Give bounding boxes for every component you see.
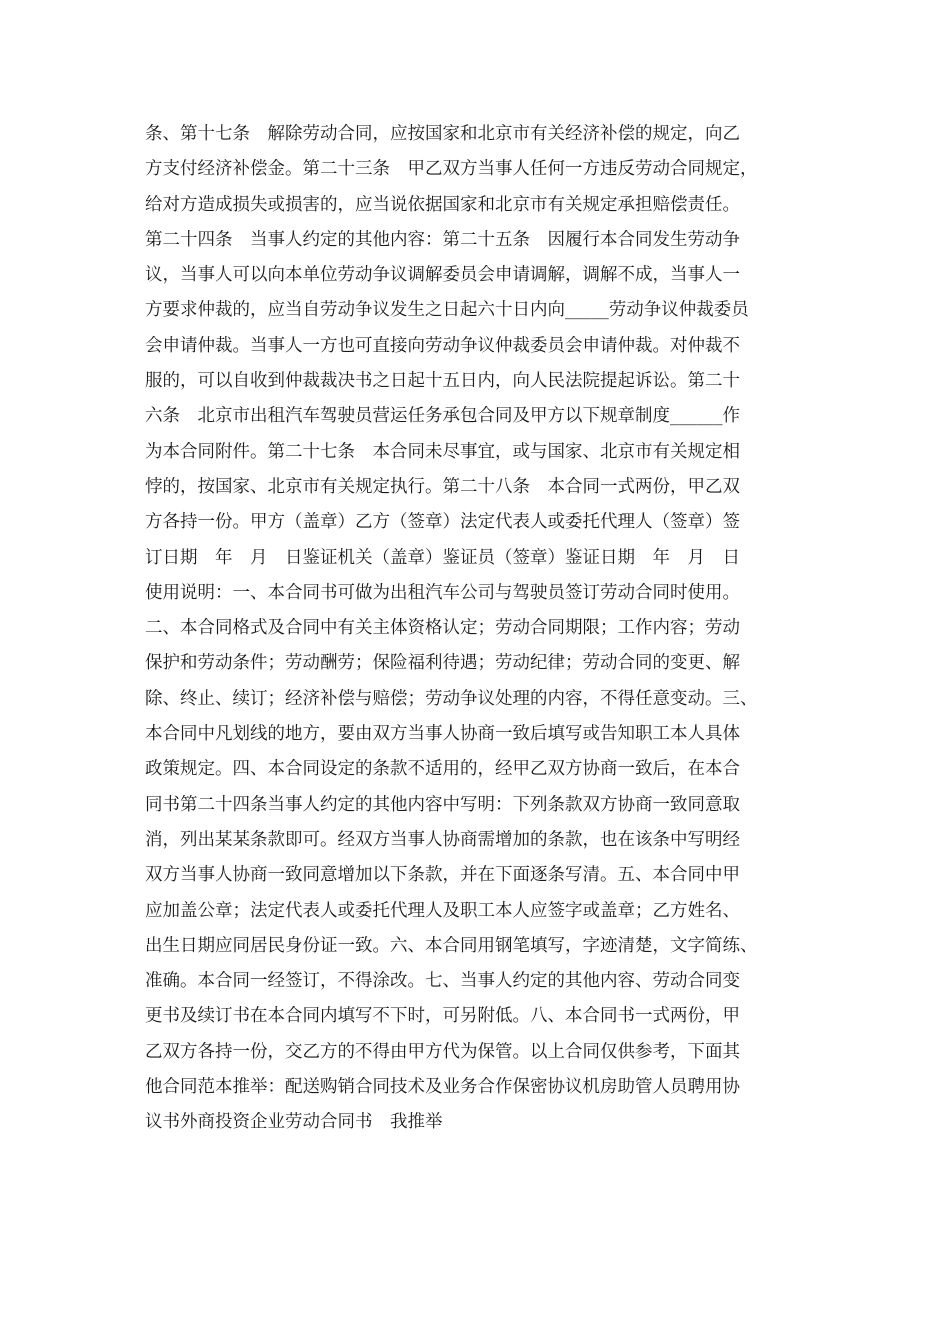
text-line: 方支付经济补偿金。第二十三条 甲乙双方当事人任何一方违反劳动合同规定， [145, 159, 758, 180]
text-line: 双方当事人协商一致同意增加以下条款，并在下面逐条写清。五、本合同中甲 [145, 865, 740, 886]
text-line: 应加盖公章；法定代表人或委托代理人及职工本人应签字或盖章；乙方姓名、 [145, 900, 740, 921]
text-line: 政策规定。四、本合同设定的条款不适用的，经甲乙双方协商一致后，在本合 [145, 759, 740, 780]
text-line: 第二十四条 当事人约定的其他内容：第二十五条 因履行本合同发生劳动争 [145, 229, 740, 250]
text-line: 给对方造成损失或损害的，应当说依据国家和北京市有关规定承担赔偿责任。 [145, 194, 740, 215]
text-line: 本合同中凡划线的地方，要由双方当事人协商一致后填写或告知职工本人具体 [145, 724, 740, 745]
text-line: 更书及续订书在本合同内填写不下时，可另附低。八、本合同书一式两份，甲 [145, 1006, 740, 1027]
text-line: 议书外商投资企业劳动合同书 我推举 [145, 1112, 443, 1133]
text-line: 除、终止、续订；经济补偿与赔偿；劳动争议处理的内容，不得任意变动。三、 [145, 688, 758, 709]
text-line: 方要求仲裁的，应当自劳动争议发生之日起六十日内向_____劳动争议仲裁委员 [145, 300, 749, 321]
text-line: 消，列出某某条款即可。经双方当事人协商需增加的条款，也在该条中写明经 [145, 829, 740, 850]
text-line: 乙双方各持一份，交乙方的不得由甲方代为保管。以上合同仅供参考，下面其 [145, 1041, 740, 1062]
text-line: 服的，可以自收到仲裁裁决书之日起十五日内，向人民法院提起诉讼。第二十 [145, 371, 740, 392]
text-line: 准确。本合同一经签订，不得涂改。七、当事人约定的其他内容、劳动合同变 [145, 971, 740, 992]
text-line: 二、本合同格式及合同中有关主体资格认定；劳动合同期限；工作内容；劳动 [145, 618, 740, 639]
text-line: 保护和劳动条件；劳动酬劳；保险福利待遇；劳动纪律；劳动合同的变更、解 [145, 653, 740, 674]
text-line: 为本合同附件。第二十七条 本合同未尽事宜，或与国家、北京市有关规定相 [145, 441, 740, 462]
text-line: 出生日期应同居民身份证一致。六、本合同用钢笔填写，字迹清楚，文字简练、 [145, 935, 758, 956]
text-line: 方各持一份。甲方（盖章）乙方（签章）法定代表人或委托代理人（签章）签 [145, 512, 740, 533]
text-line: 会申请仲裁。当事人一方也可直接向劳动争议仲裁委员会申请仲裁。对仲裁不 [145, 335, 740, 356]
text-line: 悖的，按国家、北京市有关规定执行。第二十八条 本合同一式两份，甲乙双 [145, 476, 740, 497]
text-line: 他合同范本推举：配送购销合同技术及业务合作保密协议机房助管人员聘用协 [145, 1077, 740, 1098]
text-line: 条、第十七条 解除劳动合同，应按国家和北京市有关经济补偿的规定，向乙 [145, 124, 740, 144]
text-line: 议，当事人可以向本单位劳动争议调解委员会申请调解，调解不成，当事人一 [145, 265, 740, 286]
text-line: 使用说明：一、本合同书可做为出租汽车公司与驾驶员签订劳动合同时使用。 [145, 582, 740, 603]
text-line: 六条 北京市出租汽车驾驶员营运任务承包合同及甲方以下规章制度______作 [145, 406, 740, 427]
text-line: 同书第二十四条当事人约定的其他内容中写明：下列条款双方协商一致同意取 [145, 794, 740, 815]
body-text [145, 117, 815, 1141]
text-line: 订日期 年 月 日鉴证机关（盖章）鉴证员（签章）鉴证日期 年 月 日 [145, 547, 740, 568]
